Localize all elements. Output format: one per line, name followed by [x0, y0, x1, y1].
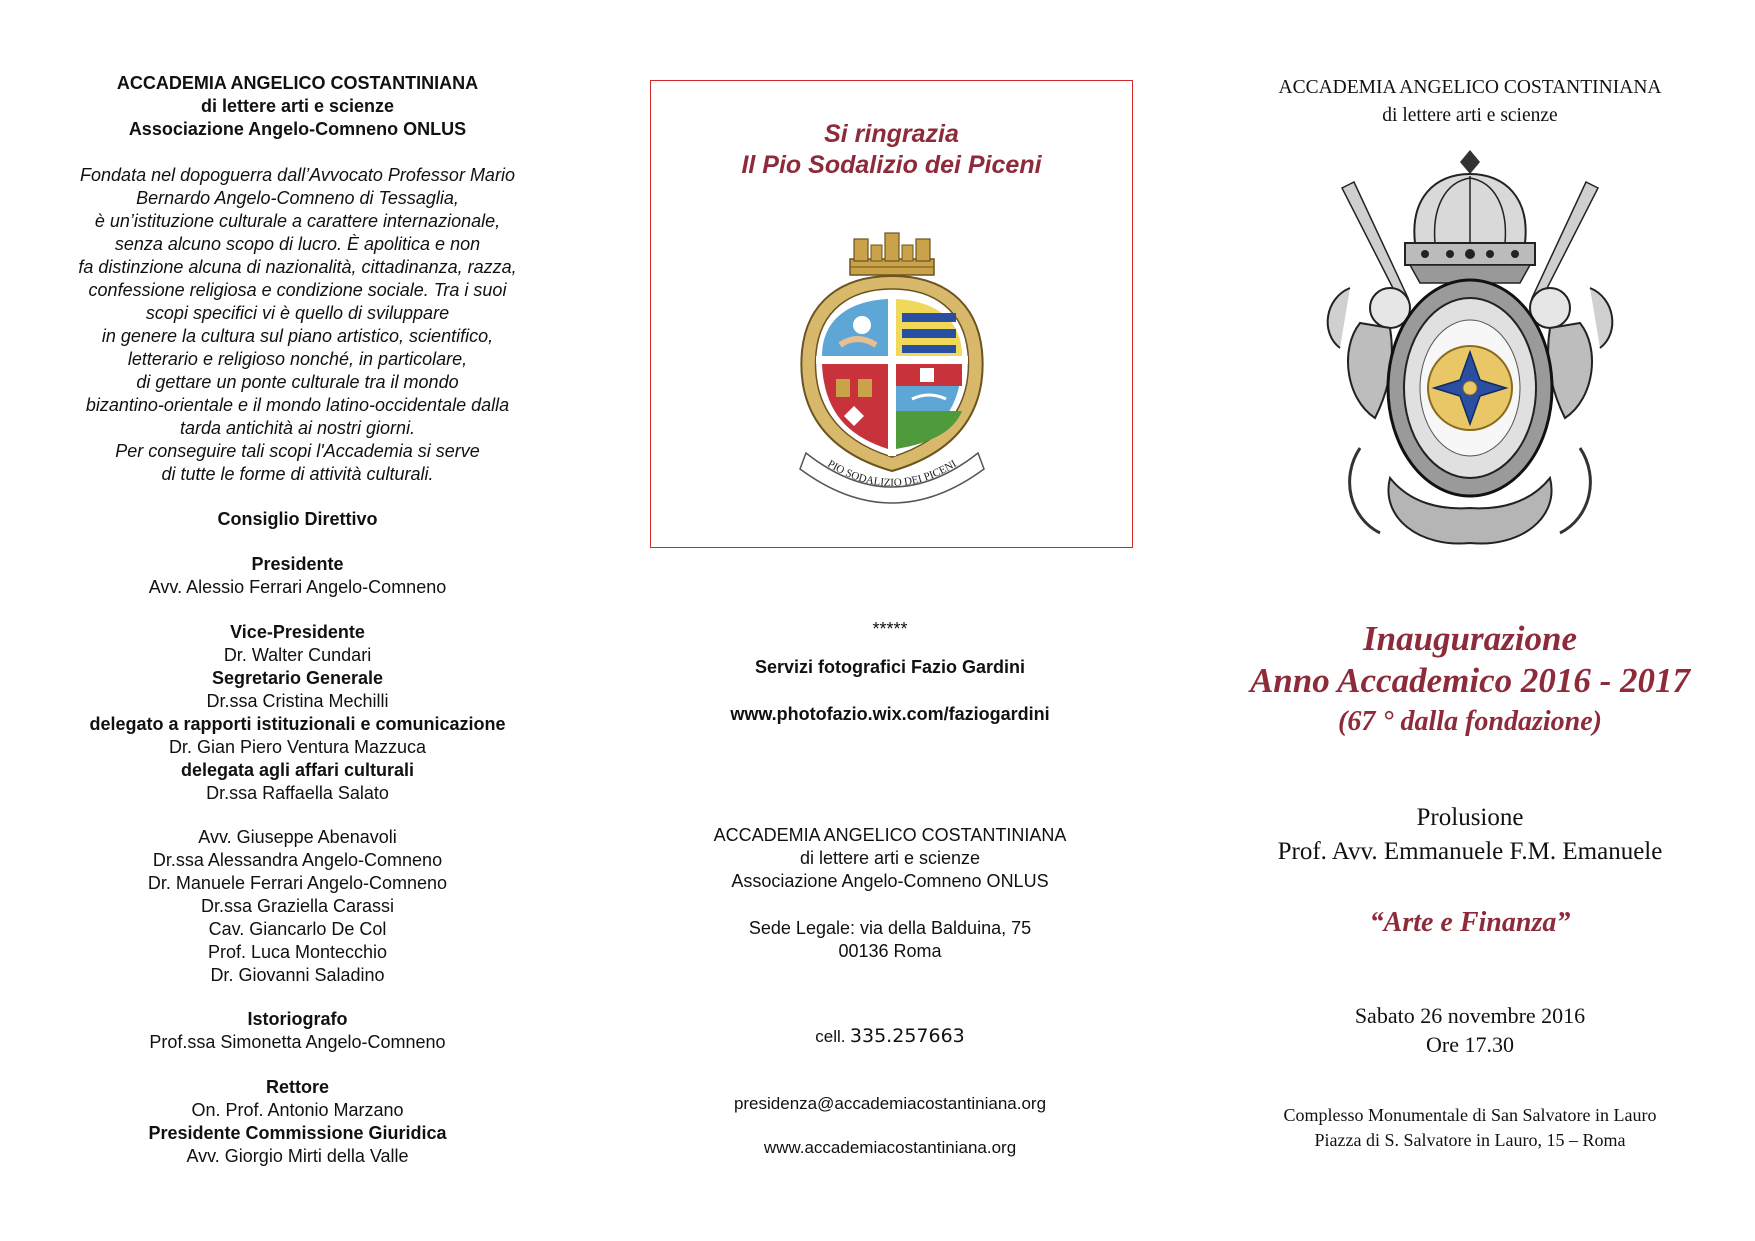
thanks-text [651, 119, 1132, 181]
intro-line: di gettare un ponte culturale tra il mondo [136, 372, 459, 392]
photo-credit: Servizi fotografici Fazio Gardini [754, 657, 1026, 677]
thanks-line: Il Pio Sodalizio dei Piceni [741, 151, 1042, 179]
intro-line: in genere la cultura sul piano artistico, scientifico, [101, 326, 494, 346]
left-intro [25, 164, 570, 486]
intro-line: Fondata nel dopoguerra dall’Avvocato Professor Mario [80, 165, 515, 185]
rector-title: Rettore [265, 1077, 329, 1097]
emblem-motto: PIO SODALIZIO DEI PICENI [825, 457, 959, 490]
title-fondazione: (67 ° dalla fondazione) [1338, 706, 1602, 737]
officers-block [25, 621, 570, 805]
left-header-line: Associazione Angelo-Comneno ONLUS [128, 119, 467, 139]
stars-separator: ***** [872, 619, 908, 639]
intro-line: Bernardo Angelo-Comneno di Tessaglia, [136, 188, 459, 208]
member-name: Dr. Manuele Ferrari Angelo-Comneno [147, 873, 448, 893]
website-link[interactable]: www.accademiacostantiniana.org [763, 1138, 1017, 1157]
title-inaugurazione: Inaugurazione [1363, 619, 1577, 658]
intro-line: scopi specifici vi è quello di sviluppare [145, 303, 450, 323]
title-anno-accademico: Anno Accademico 2016 - 2017 [1249, 661, 1691, 700]
left-header-line: ACCADEMIA ANGELICO COSTANTINIANA [116, 73, 479, 93]
intro-line: fa distinzione alcuna di nazionalità, cittadinanza, razza, [78, 257, 517, 277]
historiographer-title: Istoriografo [247, 1009, 348, 1029]
rector-block [25, 1076, 570, 1168]
thanks-box [650, 80, 1133, 548]
address-line: 00136 Roma [838, 941, 942, 961]
officer-name: Dr.ssa Raffaella Salato [206, 783, 389, 803]
right-panel [1210, 0, 1730, 1241]
officer-name: Dr.ssa Cristina Mechilli [206, 691, 389, 711]
historiographer-block [25, 1008, 570, 1054]
org-line: Associazione Angelo-Comneno ONLUS [731, 871, 1049, 891]
council-title: Consiglio Direttivo [217, 509, 378, 529]
event-date: Sabato 26 novembre 2016 [1354, 1003, 1586, 1028]
event-time: Ore 17.30 [1426, 1032, 1514, 1057]
left-panel [25, 0, 570, 1241]
venue-address: Piazza di S. Salvatore in Lauro, 15 – Roma [1314, 1130, 1626, 1150]
member-name: Dr.ssa Alessandra Angelo-Comneno [152, 850, 443, 870]
academy-crest-emblem [1320, 148, 1620, 578]
cell-number: 335.257663 [849, 1025, 965, 1047]
legal-name: Avv. Giorgio Mirti della Valle [186, 1146, 409, 1166]
president-block [25, 553, 570, 599]
coat-of-arms-emblem [792, 221, 992, 521]
photo-url-link[interactable]: www.photofazio.wix.com/faziogardini [730, 704, 1050, 724]
president-title: Presidente [251, 554, 344, 574]
right-header [1210, 74, 1730, 130]
member-name: Cav. Giancarlo De Col [208, 919, 387, 939]
rector-name: On. Prof. Antonio Marzano [191, 1100, 404, 1120]
intro-line: senza alcuno scopo di lucro. È apolitica e non [114, 234, 481, 254]
member-name: Avv. Giuseppe Abenavoli [198, 827, 397, 847]
officer-role: delegata agli affari culturali [180, 760, 415, 780]
crown-icon [1405, 150, 1535, 283]
middle-panel [610, 0, 1170, 1241]
officer-role: Vice-Presidente [230, 622, 365, 642]
org-line: di lettere arti e scienze [799, 848, 981, 868]
members-block [25, 826, 570, 987]
address-line: Sede Legale: via della Balduina, 75 [748, 918, 1032, 938]
president-name: Avv. Alessio Ferrari Angelo-Comneno [148, 577, 447, 597]
prolusion-label: Prolusione [1416, 804, 1524, 831]
right-header-line: ACCADEMIA ANGELICO COSTANTINIANA [1278, 77, 1662, 98]
cell-label: cell. [815, 1027, 846, 1046]
crown-icon [850, 233, 934, 275]
speaker-name: Prof. Avv. Emmanuele F.M. Emanuele [1277, 838, 1663, 865]
intro-line: tarda antichità ai nostri giorni. [179, 418, 416, 438]
lecture-title: “Arte e Finanza” [1369, 907, 1571, 938]
cross-icon [1428, 346, 1512, 430]
left-header-line: di lettere arti e scienze [200, 96, 395, 116]
left-header [25, 72, 570, 141]
member-name: Dr.ssa Graziella Carassi [200, 896, 395, 916]
intro-line: confessione religiosa e condizione sociale. Tra i suoi [88, 280, 507, 300]
right-header-line: di lettere arti e scienze [1382, 105, 1558, 126]
legal-title: Presidente Commissione Giuridica [148, 1123, 447, 1143]
thanks-line: Si ringrazia [824, 120, 959, 148]
intro-line: letterario e religioso nonché, in particolare, [127, 349, 468, 369]
email-link[interactable]: presidenza@accademiacostantiniana.org [733, 1094, 1047, 1113]
venue-line: Complesso Monumentale di San Salvatore in Lauro [1283, 1105, 1657, 1125]
intro-line: Per conseguire tali scopi l'Accademia si serve [115, 441, 480, 461]
cell-block [610, 1025, 1170, 1047]
officer-role: Segretario Generale [211, 668, 384, 688]
intro-line: bizantino-orientale e il mondo latino-occidentale dalla [85, 395, 510, 415]
org-line: ACCADEMIA ANGELICO COSTANTINIANA [713, 825, 1067, 845]
historiographer-name: Prof.ssa Simonetta Angelo-Comneno [149, 1032, 446, 1052]
intro-line: di tutte le forme di attività culturali. [161, 464, 434, 484]
officer-name: Dr. Walter Cundari [223, 645, 372, 665]
middle-org-block [610, 824, 1170, 893]
officer-name: Dr. Gian Piero Ventura Mazzuca [168, 737, 427, 757]
member-name: Prof. Luca Montecchio [207, 942, 388, 962]
intro-line: è un’istituzione culturale a carattere internazionale, [94, 211, 501, 231]
member-name: Dr. Giovanni Saladino [210, 965, 385, 985]
officer-role: delegato a rapporti istituzionali e comunicazione [89, 714, 506, 734]
address-block [610, 917, 1170, 963]
